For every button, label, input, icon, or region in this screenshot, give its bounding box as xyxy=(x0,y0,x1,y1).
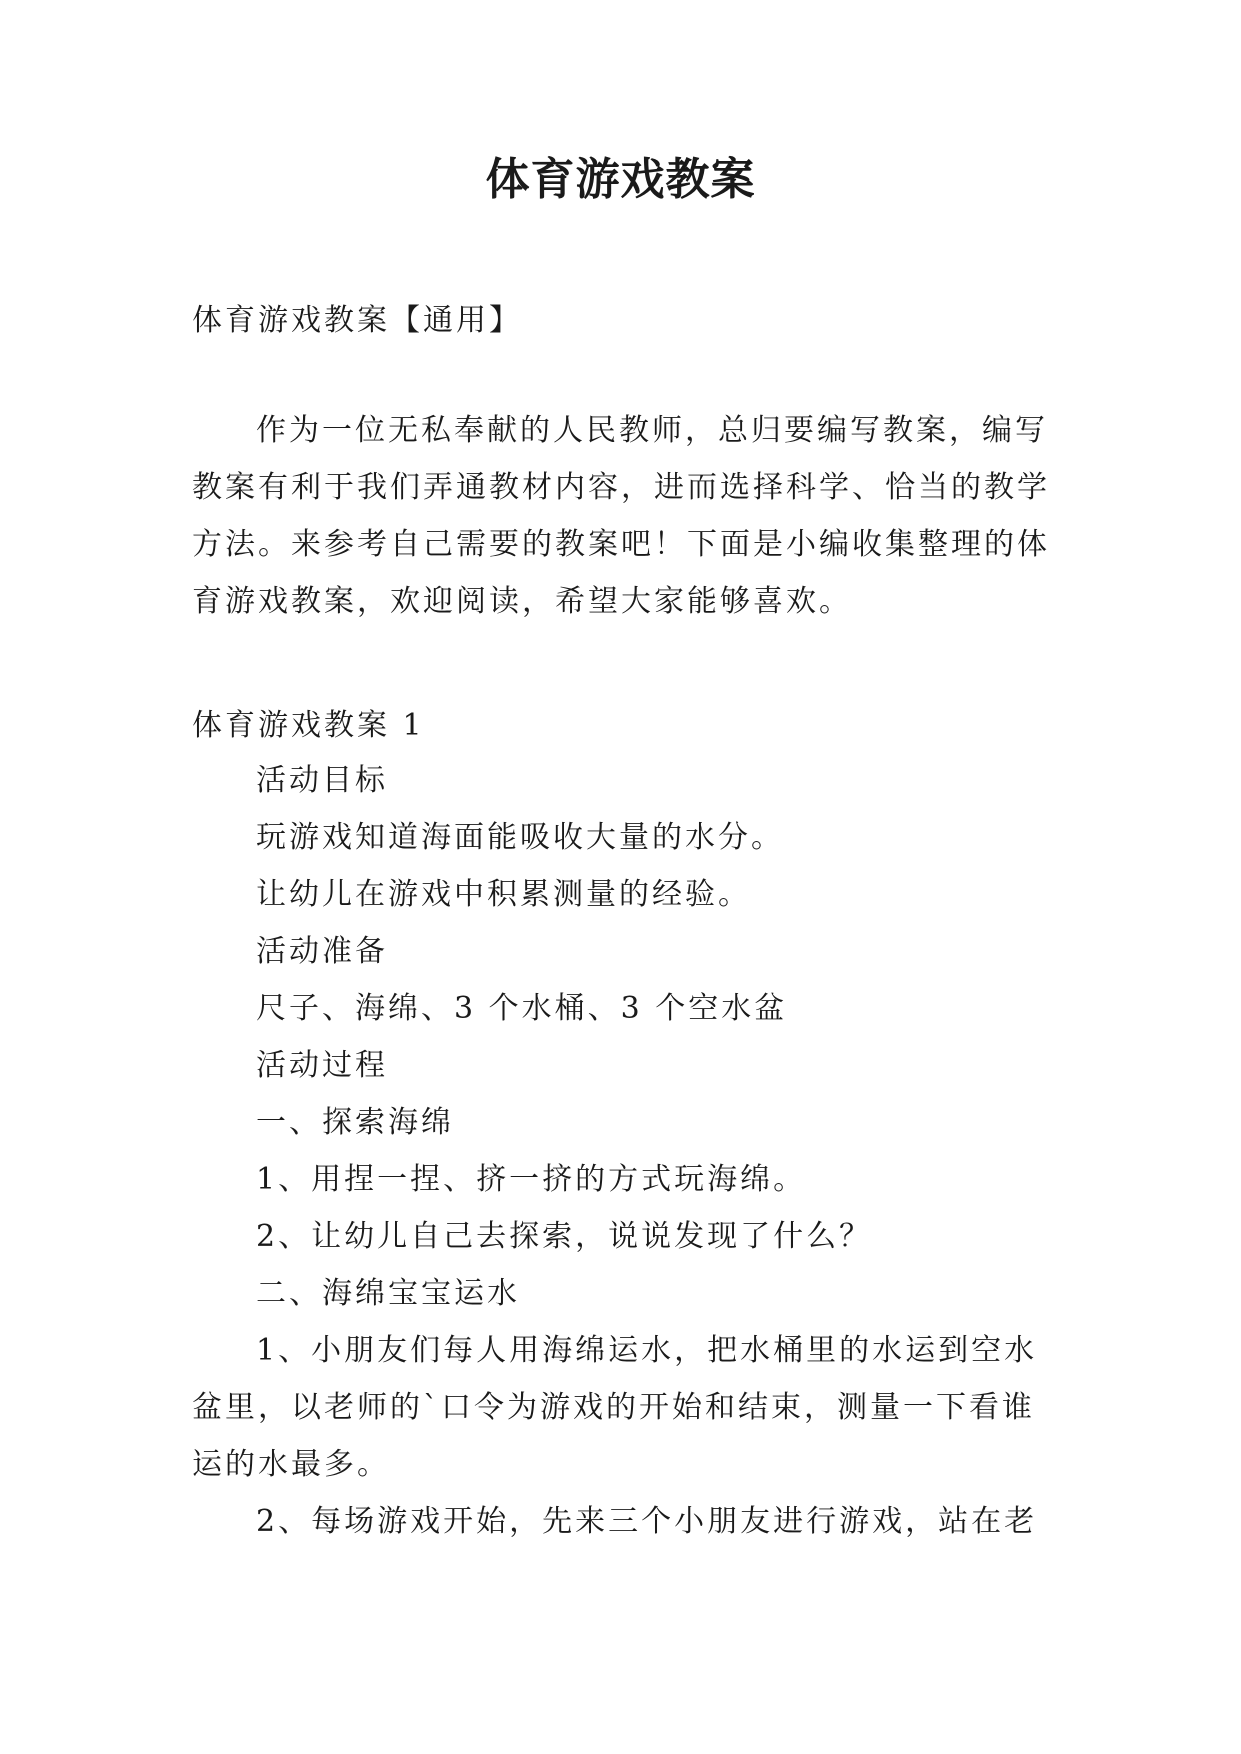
paragraph: 尺子、海绵、3 个水桶、3 个空水盆 xyxy=(256,991,788,1026)
paragraph: 二、海绵宝宝运水 xyxy=(256,1276,520,1311)
paragraph: 活动目标 xyxy=(256,763,388,798)
paragraph: 让幼儿在游戏中积累测量的经验。 xyxy=(256,877,751,912)
paragraph: 活动准备 xyxy=(256,934,388,969)
paragraph: 一、探索海绵 xyxy=(256,1105,454,1140)
paragraph: 2、让幼儿自己去探索，说说发现了什么？ xyxy=(256,1219,873,1254)
intro-paragraph: 作为一位无私奉献的人民教师，总归要编写教案，编写教案有利于我们弄通教材内容，进而选择科学、恰当的教学方法。来参考自己需要的教案吧！下面是小编收集整理的体育游戏教案，欢迎阅读，希望大家能够喜欢。 xyxy=(192,413,1050,619)
lesson-content xyxy=(192,752,1058,1550)
document-subtitle: 体育游戏教案【通用】 xyxy=(192,303,522,338)
paragraph: 1、小朋友们每人用海绵运水，把水桶里的水运到空水盆里，以老师的`口令为游戏的开始和结束，测量一下看谁运的水最多。 xyxy=(192,1333,1038,1482)
section-title: 体育游戏教案 1 xyxy=(192,708,425,743)
paragraph: 2、每场游戏开始，先来三个小朋友进行游戏，站在老 xyxy=(256,1504,1038,1539)
paragraph: 玩游戏知道海面能吸收大量的水分。 xyxy=(256,820,784,855)
paragraph: 1、用捏一捏、挤一挤的方式玩海绵。 xyxy=(256,1162,807,1197)
document-title: 体育游戏教案 xyxy=(485,154,756,205)
paragraph: 活动过程 xyxy=(256,1048,388,1083)
